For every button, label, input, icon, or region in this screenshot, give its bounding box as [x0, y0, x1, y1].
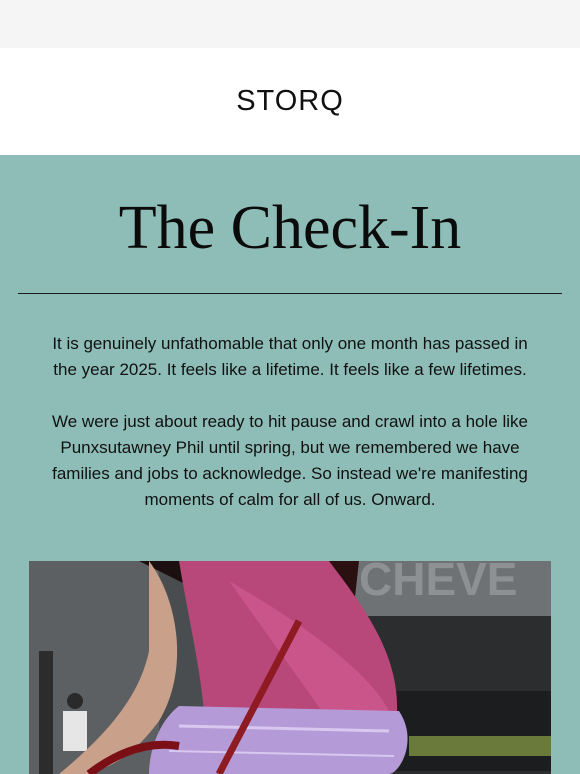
brand-logo[interactable]: STORQ	[236, 85, 344, 117]
brand-header	[0, 48, 580, 155]
hero-image[interactable]	[29, 561, 551, 774]
intro-paragraph-2: We were just about ready to hit pause and crawl into a hole like Punxsutawney Phil until spring, but we remembered we have families and jobs to acknowledge. So instead we're manifesting moments of calm for all of us. Onward.	[52, 412, 528, 509]
sign-text: CHEVE	[359, 561, 518, 605]
hero-photo-illustration	[29, 561, 551, 774]
newsletter-section	[0, 155, 580, 774]
newsletter-headline: The Check-In	[118, 194, 462, 262]
headline-divider	[18, 293, 562, 294]
top-strip	[0, 0, 580, 48]
intro-paragraph-1: It is genuinely unfathomable that only one month has passed in the year 2025. It feels like a lifetime. It feels like a few lifetimes.	[52, 334, 528, 379]
intro-text	[50, 331, 530, 513]
